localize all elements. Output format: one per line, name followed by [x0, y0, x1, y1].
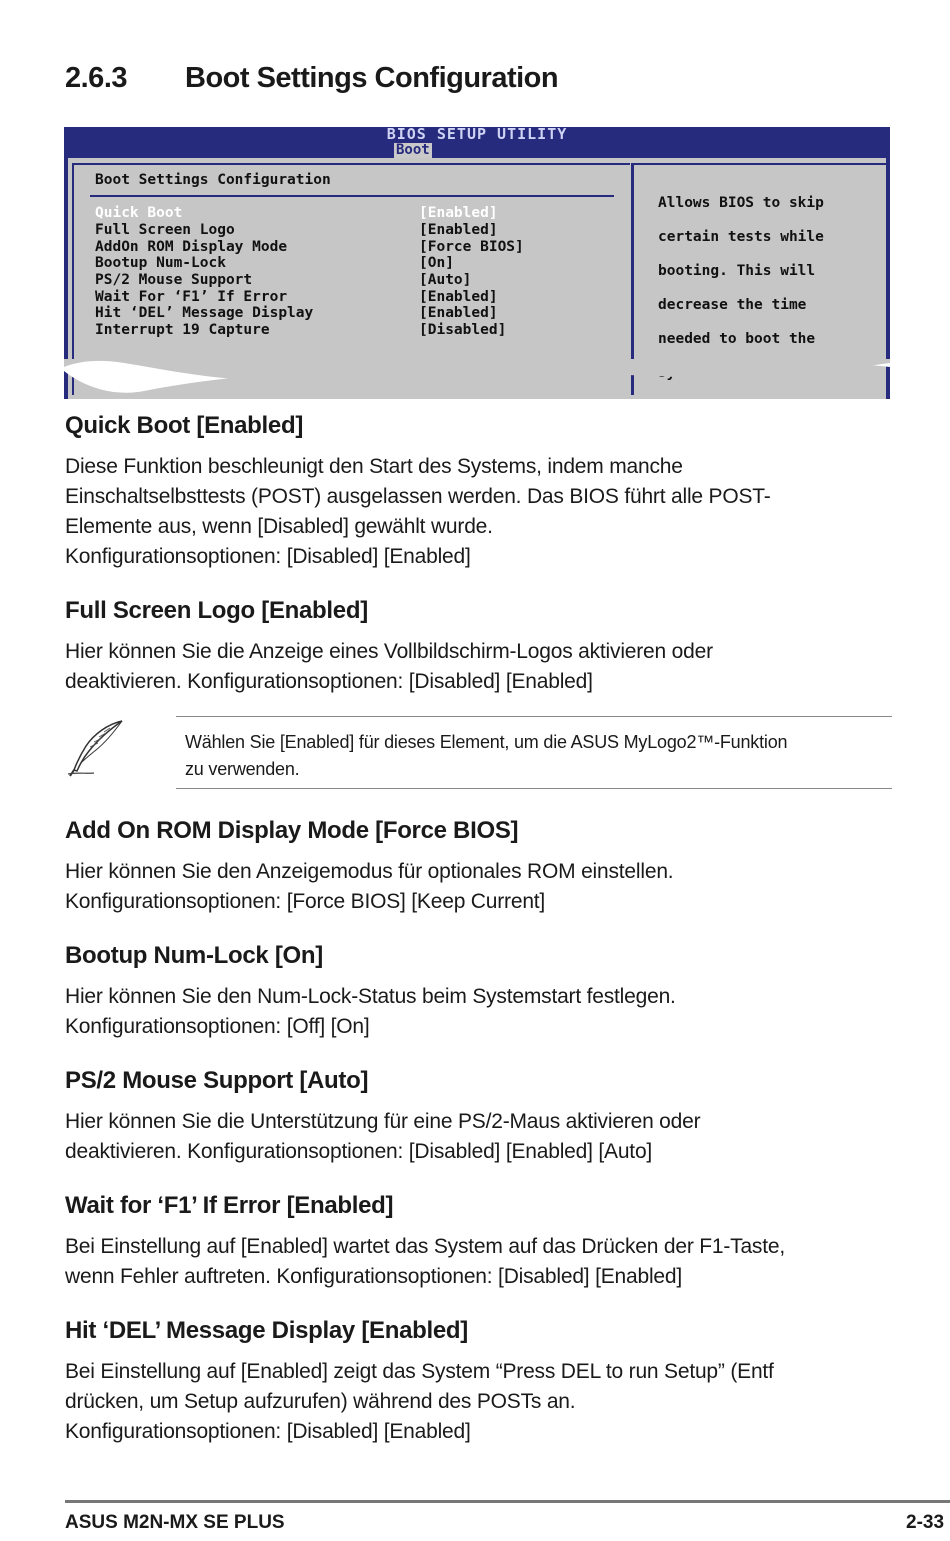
bios-item-label: Quick Boot	[95, 205, 183, 221]
bios-panel-heading: Boot Settings Configuration	[95, 172, 331, 188]
bios-item-value: [On]	[419, 255, 454, 271]
bios-item-label: PS/2 Mouse Support	[95, 272, 253, 288]
description-line: Bei Einstellung auf [Enabled] zeigt das System “Press DEL to run Setup” (Entf	[65, 1360, 774, 1383]
description-line: Hier können Sie den Num-Lock-Status beim Systemstart festlegen.	[65, 985, 676, 1008]
description-line: Konfigurationsoptionen: [Off] [On]	[65, 1015, 370, 1038]
description-line: drücken, um Setup aufzurufen) während des POSTs an.	[65, 1390, 576, 1413]
description-line: Konfigurationsoptionen: [Disabled] [Enabled]	[65, 545, 471, 568]
bios-item-value: [Enabled]	[419, 289, 498, 305]
section-number: 2.6.3	[65, 62, 127, 94]
option-description-wait-f1	[65, 1232, 895, 1292]
bios-item-value: [Auto]	[419, 272, 472, 288]
bios-item-label: Wait For ‘F1’ If Error	[95, 289, 288, 305]
torn-edge-graphic	[64, 359, 890, 403]
option-heading-wait-f1: Wait for ‘F1’ If Error [Enabled]	[65, 1192, 394, 1219]
description-line: Konfigurationsoptionen: [Force BIOS] [Keep Current]	[65, 890, 546, 913]
option-description-num-lock	[65, 982, 895, 1042]
bios-header-bar	[64, 127, 890, 158]
bios-help-line: Allows BIOS to skip	[658, 195, 824, 211]
description-line: wenn Fehler auftreten. Konfigurationsoptionen: [Disabled] [Enabled]	[65, 1265, 683, 1288]
description-line: deaktivieren. Konfigurationsoptionen: [Disabled] [Enabled]	[65, 670, 593, 693]
quill-pen-icon	[64, 718, 126, 778]
option-heading-full-screen-logo: Full Screen Logo [Enabled]	[65, 597, 368, 624]
bios-item-value: [Enabled]	[419, 305, 498, 321]
bios-item-label: Interrupt 19 Capture	[95, 322, 270, 338]
option-description-hit-del	[65, 1357, 895, 1447]
description-line: Diese Funktion beschleunigt den Start des Systems, indem manche	[65, 455, 683, 478]
option-description-quick-boot	[65, 452, 895, 572]
description-line: Hier können Sie die Unterstützung für eine PS/2-Maus aktivieren oder	[65, 1110, 701, 1133]
option-heading-ps2-mouse: PS/2 Mouse Support [Auto]	[65, 1067, 369, 1094]
bios-item-value: [Enabled]	[419, 205, 498, 221]
option-heading-num-lock: Bootup Num-Lock [On]	[65, 942, 323, 969]
option-description-addon-rom	[65, 857, 895, 917]
bios-help-line: decrease the time	[658, 297, 807, 313]
description-line: deaktivieren. Konfigurationsoptionen: [Disabled] [Enabled] [Auto]	[65, 1140, 653, 1163]
section-title	[65, 62, 558, 95]
description-line: Elemente aus, wenn [Disabled] gewählt wurde.	[65, 515, 493, 538]
footer-product-name: ASUS M2N-MX SE PLUS	[65, 1512, 285, 1533]
bios-help-line: booting. This will	[658, 263, 816, 279]
section-title-text: Boot Settings Configuration	[185, 62, 559, 94]
bios-screenshot	[64, 127, 890, 399]
note-text	[185, 729, 885, 783]
footer-rule	[65, 1500, 950, 1503]
description-line: Hier können Sie die Anzeige eines Vollbildschirm-Logos aktivieren oder	[65, 640, 713, 663]
option-heading-hit-del: Hit ‘DEL’ Message Display [Enabled]	[65, 1317, 468, 1344]
description-line: Konfigurationsoptionen: [Disabled] [Enabled]	[65, 1420, 471, 1443]
bios-item-label: AddOn ROM Display Mode	[95, 239, 288, 255]
bios-item-label: Bootup Num-Lock	[95, 255, 226, 271]
note-top-rule	[176, 716, 892, 717]
note-line: Wählen Sie [Enabled] für dieses Element, um die ASUS MyLogo2™-Funktion	[185, 732, 788, 752]
bios-tab-boot: Boot	[396, 142, 430, 158]
note-line: zu verwenden.	[185, 759, 300, 779]
bios-item-value: [Disabled]	[419, 322, 507, 338]
description-line: Bei Einstellung auf [Enabled] wartet das System auf das Drücken der F1-Taste,	[65, 1235, 785, 1258]
bios-item-label: Hit ‘DEL’ Message Display	[95, 305, 314, 321]
option-heading-quick-boot: Quick Boot [Enabled]	[65, 412, 304, 439]
bios-help-line: certain tests while	[658, 229, 824, 245]
bios-utility-title: BIOS SETUP UTILITY	[386, 125, 568, 143]
bios-item-label: Full Screen Logo	[95, 222, 235, 238]
description-line: Einschaltselbsttests (POST) ausgelassen werden. Das BIOS führt alle POST-	[65, 485, 771, 508]
note-bottom-rule	[176, 788, 892, 789]
option-description-full-screen-logo	[65, 637, 895, 697]
option-heading-addon-rom: Add On ROM Display Mode [Force BIOS]	[65, 817, 519, 844]
bios-help-line: needed to boot the	[658, 331, 816, 347]
option-description-ps2-mouse	[65, 1107, 895, 1167]
description-line: Hier können Sie den Anzeigemodus für optionales ROM einstellen.	[65, 860, 674, 883]
bios-item-value: [Force BIOS]	[419, 239, 524, 255]
bios-item-value: [Enabled]	[419, 222, 498, 238]
footer-page-number: 2-33	[906, 1512, 945, 1533]
bios-divider	[90, 195, 614, 197]
